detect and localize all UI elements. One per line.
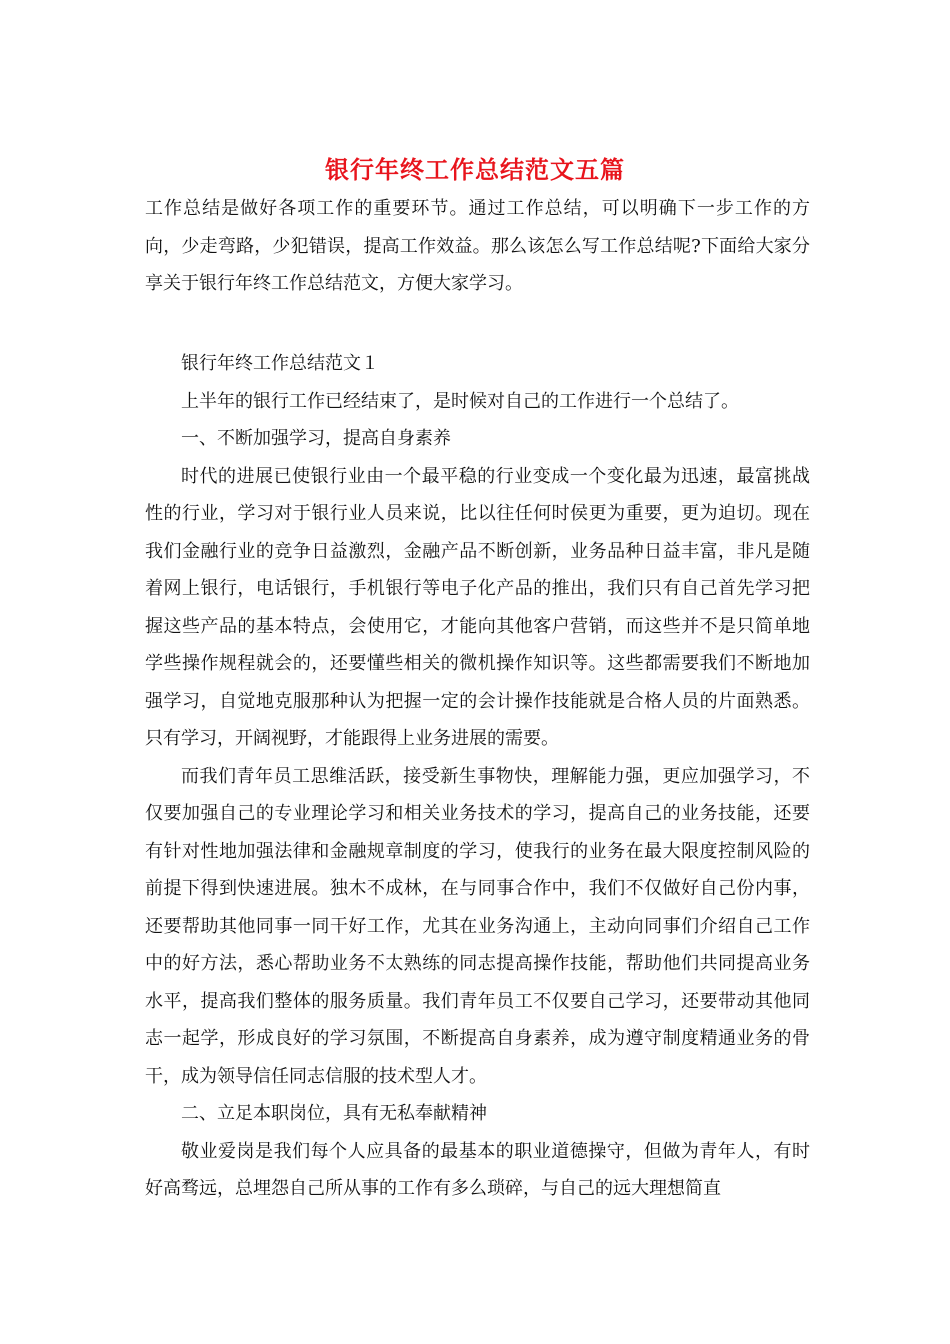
document-body <box>145 190 810 1208</box>
paragraph: 上半年的银行工作已经结束了，是时候对自己的工作进行一个总结了。 <box>181 390 739 412</box>
paragraph: 时代的进展已使银行业由一个最平稳的行业变成一个变化最为迅速，最富挑战性的行业，学习对于银行业人员来说，比以往任何时侯更为重要，更为迫切。现在我们金融行业的竞争日益激烈，金融产品不断创新，业务品种日益丰富，非凡是随着网上银行，电话银行，手机银行等电子化产品的推出，我们只有自己首先学习把握这些产品的基本特点，会使用它，才能向其他客户营销，而这些并不是只简单地学些操作规程就会的，还要懂些相关的微机操作知识等。这些都需要我们不断地加强学习，自觉地克服那种认为把握一定的会计操作技能就是合格人员的片面熟悉。只有学习，开阔视野，才能跟得上业务进展的需要。 <box>145 465 810 749</box>
intro-paragraph: 工作总结是做好各项工作的重要环节。通过工作总结，可以明确下一步工作的方向，少走弯路，少犯错误，提高工作效益。那么该怎么写工作总结呢?下面给大家分享关于银行年终工作总结范文，方便大家学习。 <box>145 198 810 294</box>
paragraph: 而我们青年员工思维活跃，接受新生事物快，理解能力强，更应加强学习，不仅要加强自己的专业理论学习和相关业务技术的学习，提高自己的业务技能，还要有针对性地加强法律和金融规章制度的学习，使我行的业务在最大限度控制风险的前提下得到快速进展。独木不成林，在与同事合作中，我们不仅做好自己份内事，还要帮助其他同事一同干好工作，尤其在业务沟通上，主动向同事们介绍自己工作中的好方法，悉心帮助业务不太熟练的同志提高操作技能，帮助他们共同提高业务水平，提高我们整体的服务质量。我们青年员工不仅要自己学习，还要带动其他同志一起学，形成良好的学习氛围，不断提高自身素养，成为遵守制度精通业务的骨干，成为领导信任同志信服的技术型人才。 <box>145 765 810 1087</box>
document-title: 银行年终工作总结范文五篇 <box>325 155 625 184</box>
heading-1: 一、不断加强学习，提高自身素养 <box>181 428 451 449</box>
paragraph: 敬业爱岗是我们每个人应具备的最基本的职业道德操守，但做为青年人，有时好高骛远，总埋怨自己所从事的工作有多么琐碎，与自己的远大理想简直 <box>145 1140 810 1199</box>
blank-line <box>145 303 810 341</box>
heading-2: 二、立足本职岗位，具有无私奉献精神 <box>181 1103 487 1124</box>
section-title: 银行年终工作总结范文１ <box>181 353 379 374</box>
